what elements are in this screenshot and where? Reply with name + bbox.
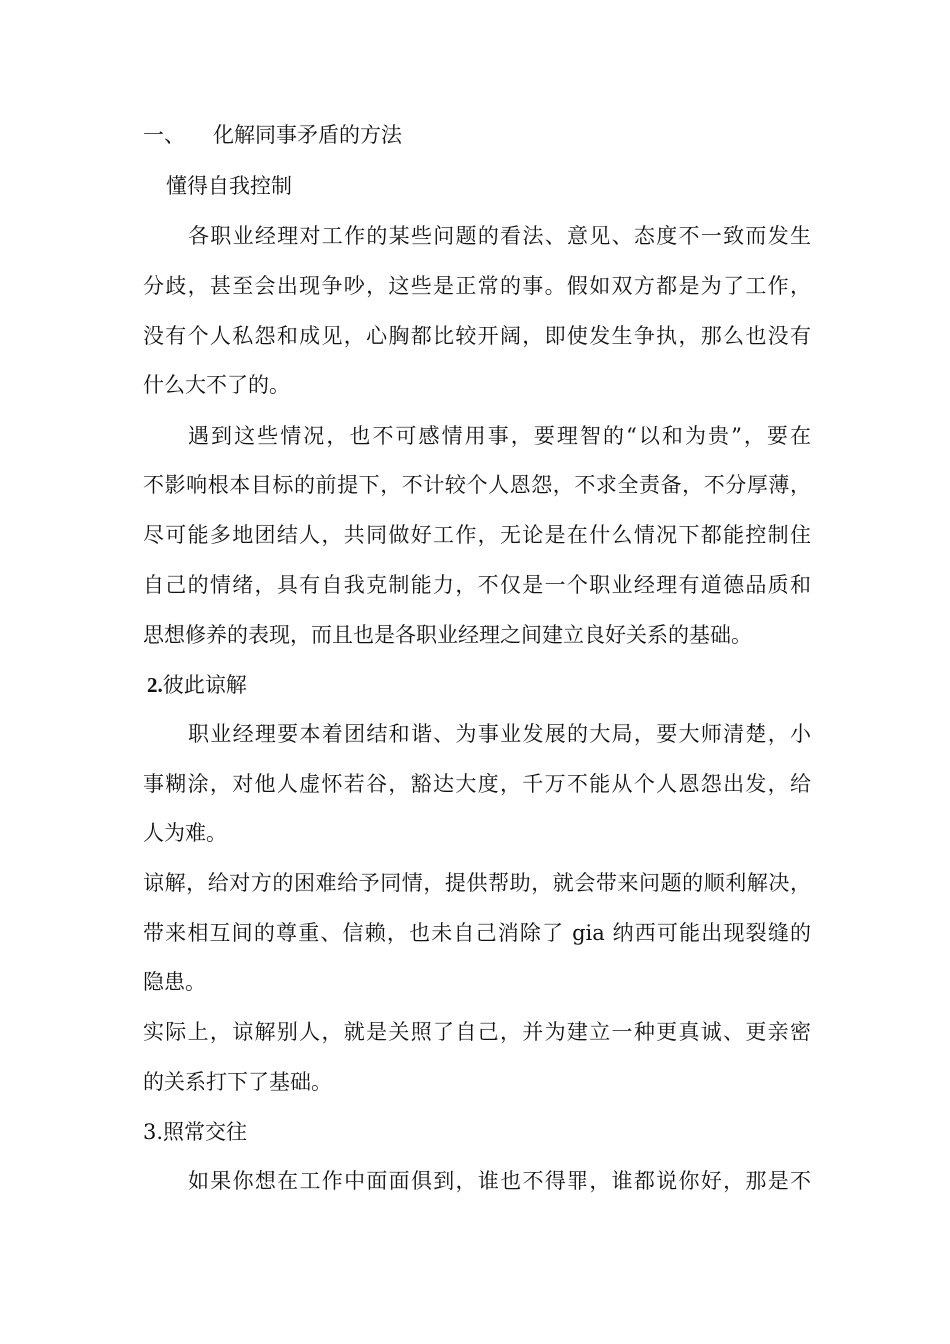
paragraph-line: 思想修养的表现，而且也是各职业经理之间建立良好关系的基础。 — [143, 623, 752, 647]
subheading-number: 2. — [147, 673, 163, 697]
paragraph-line: 遇到这些情况，也不可感情用事，要理智的“以和为贵”，要在 — [188, 424, 811, 448]
paragraph-line: 的关系打下了基础。 — [143, 1070, 332, 1094]
paragraph-line: 职业经理要本着团结和谐、为事业发展的大局，要大师清楚，小 — [188, 722, 811, 746]
paragraph-line: 自己的情绪，具有自我克制能力，不仅是一个职业经理有道德品质和 — [143, 573, 811, 597]
paragraph-line: 实际上，谅解别人，就是关照了自己，并为建立一种更真诚、更亲密 — [143, 1020, 811, 1044]
heading-title: 化解同事矛盾的方法 — [213, 123, 402, 147]
paragraph-line: 带来相互间的尊重、信赖，也未自己消除了 gia 纳西可能出现裂缝的 — [143, 921, 811, 945]
paragraph-line: 分歧，甚至会出现争吵，这些是正常的事。假如双方都是为了工作， — [143, 274, 811, 298]
paragraph-line: 不影响根本目标的前提下，不计较个人恩怨，不求全责备，不分厚薄， — [143, 473, 811, 497]
paragraph-line: 什么大不了的。 — [143, 373, 290, 397]
paragraph-line: 人为难。 — [143, 821, 227, 845]
paragraph-line: 各职业经理对工作的某些问题的看法、意见、态度不一致而发生 — [188, 224, 811, 248]
subheading-self-control: 懂得自我控制 — [166, 174, 292, 198]
paragraph-line: 没有个人私怨和成见，心胸都比较开阔，即使发生争执，那么也没有 — [143, 324, 811, 348]
subheading-normal-interaction: 3.照常交往 — [143, 1120, 248, 1144]
paragraph-line: 谅解，给对方的困难给予同情，提供帮助，就会带来问题的顺利解决， — [143, 871, 811, 895]
subheading-title: 彼此谅解 — [162, 673, 247, 697]
paragraph-line: 尽可能多地团结人，共同做好工作，无论是在什么情况下都能控制住 — [143, 523, 811, 547]
paragraph-line: 隐患。 — [143, 970, 206, 994]
paragraph-line: 事糊涂，对他人虚怀若谷，豁达大度，千万不能从个人恩怨出发，给 — [143, 772, 811, 796]
heading-number: 一、 — [143, 123, 185, 147]
subheading-mutual-understanding — [147, 670, 247, 700]
paragraph-line: 如果你想在工作中面面俱到，谁也不得罪，谁都说你好，那是不 — [188, 1169, 811, 1193]
